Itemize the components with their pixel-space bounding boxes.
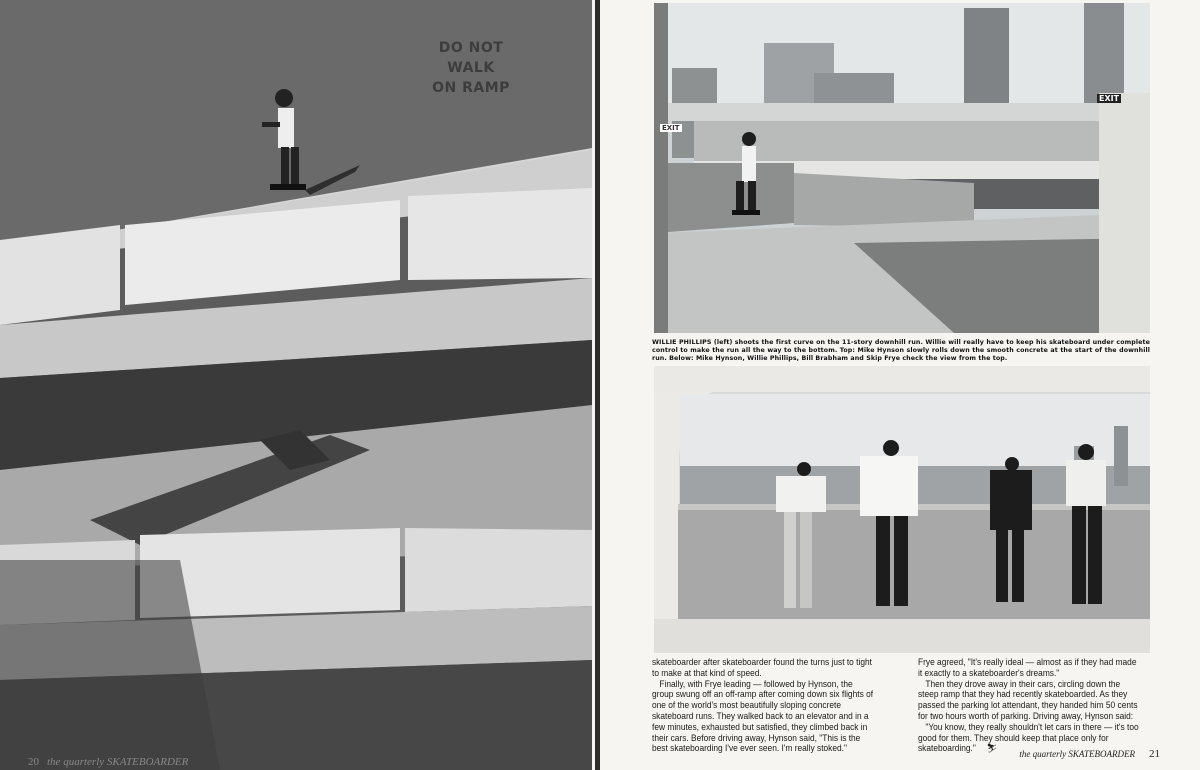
garage-top-photo: [654, 3, 1150, 333]
wall-sign: [416, 38, 526, 98]
exit-sign-1: EXIT: [662, 124, 680, 132]
left-page: [0, 0, 595, 770]
running-title-left: the quarterly SKATEBOARDER: [47, 756, 189, 768]
paragraph: skateboarder after skateboarder found the turns just to tight to make at that kind of speed.: [652, 657, 872, 678]
exit-sign-2: EXIT: [1099, 94, 1120, 103]
wall-sign-line-1: DO NOT WALK: [438, 40, 504, 76]
paragraph: Frye agreed, "It's really ideal — almost as if they had made it exactly to a skateboarder's dreams.": [918, 657, 1137, 678]
photo-caption: [652, 339, 1150, 364]
caption-lead: WILLIE PHILLIPS: [652, 339, 712, 346]
wall-sign-line-2: ON RAMP: [432, 80, 510, 96]
right-folio: [1019, 748, 1160, 760]
view-from-top-photo: [654, 366, 1150, 653]
paragraph: Finally, with Frye leading — followed by Hynson, the group swung off an off-ramp after coming down six flights of one of the world's most beautifully sloping concrete skateboard runs. They walked back to an elevator and in a few minutes, exhausted but satisfied, they climbed back in their cars. Before driving away, Hynson said, "This is the best skateboarding I've ever seen. I'm really stoked.": [652, 678, 874, 754]
caption-text: (left) shoots the first curve on the 11-story downhill run. Willie will really have to keep his skateboard under complete control to make the run all the way to the bottom. Top: Mike Hynson slowly rolls down the smooth concrete at the start of the downhill run. Below: Mike Hynson, Willie Phillips, Bill Brabham and Skip Frye check the view from the top.: [652, 339, 1150, 363]
left-folio: [28, 756, 188, 768]
article-column-1: [652, 657, 874, 754]
paragraph: Then they drove away in their cars, circling down the steep ramp that they had recently skateboarded. As they passed the parking lot attendant, they handed him 50 cents for two hours worth of parking. Driving away, Hynson said:: [918, 678, 1138, 721]
paragraph-text: "You know, they really shouldn't let cars in there — it's too good for them. They should keep that place only for skateboarding.": [918, 721, 1139, 754]
running-title-right: the quarterly SKATEBOARDER: [1019, 749, 1135, 759]
page-number-right: 21: [1149, 748, 1160, 760]
ramp-skater-photo: [0, 0, 592, 770]
skater-endmark-icon: ⛷: [986, 743, 998, 754]
right-page: [600, 0, 1200, 770]
article-column-2: [918, 657, 1140, 754]
page-number-left: 20: [28, 756, 39, 768]
